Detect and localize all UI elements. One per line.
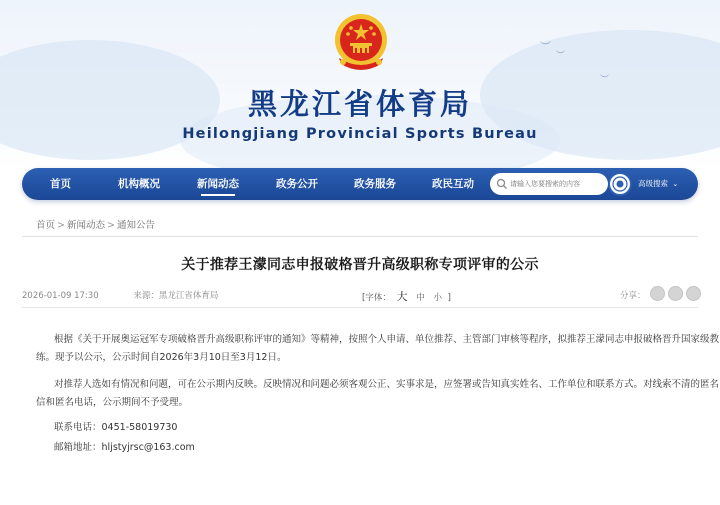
breadcrumb-separator: >: [57, 220, 65, 231]
article-meta: [22, 289, 218, 301]
share-label: 分享：: [620, 291, 646, 301]
paragraph-2-line-2: 信和匿名电话，公示期间不予受理。: [36, 397, 189, 408]
font-size-close: ]: [447, 293, 451, 303]
search-input[interactable]: [510, 176, 606, 192]
nav-item-public-interaction[interactable]: 政民互动: [432, 178, 474, 190]
wechat-share-icon[interactable]: [650, 286, 665, 301]
search-icon: [496, 178, 508, 190]
email-label: 邮箱地址：: [54, 442, 102, 453]
email-value[interactable]: hljstyjrsc@163.com: [101, 442, 195, 453]
breadcrumb-separator: >: [107, 220, 115, 231]
site-header: [0, 0, 720, 170]
font-size-control: [362, 288, 451, 304]
nav-item-home[interactable]: 首页: [50, 178, 71, 190]
nav-item-government-affairs[interactable]: 政务公开: [276, 178, 318, 190]
nav-item-government-services[interactable]: 政务服务: [354, 178, 396, 190]
contact-email: [54, 441, 195, 455]
main-navbar: [22, 168, 698, 200]
search-button[interactable]: [608, 172, 632, 196]
font-size-label: [字体：: [362, 293, 391, 303]
font-small-button[interactable]: 小: [433, 293, 442, 303]
paragraph-1-line-1: 根据《关于开展奥运冠军专项破格晋升高级职称评审的通知》等精神，按照个人申请、单位推荐、主管部门审核等程序，拟推荐王濛同志申报破格晋升国家级教: [54, 334, 720, 345]
advanced-search-link[interactable]: [638, 168, 678, 200]
nav-item-news[interactable]: 新闻动态: [197, 168, 239, 200]
advanced-search-label: 高级搜索: [638, 179, 668, 188]
article-date: 2026-01-09 17:30: [22, 291, 99, 301]
breadcrumb-notices[interactable]: 通知公告: [116, 220, 155, 231]
bird-icon: ︶: [556, 51, 566, 61]
font-large-button[interactable]: 大: [396, 290, 408, 303]
article-title: 关于推荐王濛同志申报破格晋升高级职称专项评审的公示: [181, 257, 539, 273]
font-medium-button[interactable]: 中: [416, 293, 425, 303]
contact-phone: [54, 421, 177, 435]
weibo-share-icon[interactable]: [668, 286, 683, 301]
phone-label: 联系电话：: [54, 422, 102, 433]
breadcrumb-home[interactable]: 首页: [36, 220, 56, 231]
article-source: 黑龙江省体育局: [158, 291, 219, 301]
paragraph-1-line-2: 练。现予以公示，公示时间自2026年3月10日至3月12日。: [36, 352, 287, 363]
site-title: 黑龙江省体育局: [247, 87, 472, 121]
bird-icon: ︶: [540, 40, 551, 53]
chevron-down-icon: ⌄: [672, 180, 679, 188]
national-emblem-icon: [331, 12, 391, 76]
emblem-search-icon: [610, 174, 630, 194]
article-source-label: 来源：: [133, 291, 159, 301]
search-box: [490, 173, 608, 195]
qq-share-icon[interactable]: [686, 286, 701, 301]
site-subtitle: Heilongjiang Provincial Sports Bureau: [182, 126, 538, 142]
breadcrumb: [36, 217, 155, 231]
nav-item-organization[interactable]: 机构概况: [118, 178, 160, 190]
divider: [22, 307, 698, 308]
paragraph-2-line-1: 对推荐人选如有情况和问题，可在公示期内反映。反映情况和问题必须客观公正、实事求是，应签署或告知真实姓名、工作单位和联系方式。对线索不清的匿名: [54, 379, 720, 390]
breadcrumb-news[interactable]: 新闻动态: [66, 220, 105, 231]
phone-value: 0451-58019730: [101, 422, 178, 433]
divider: [22, 236, 698, 237]
bird-icon: ︶: [600, 75, 610, 85]
